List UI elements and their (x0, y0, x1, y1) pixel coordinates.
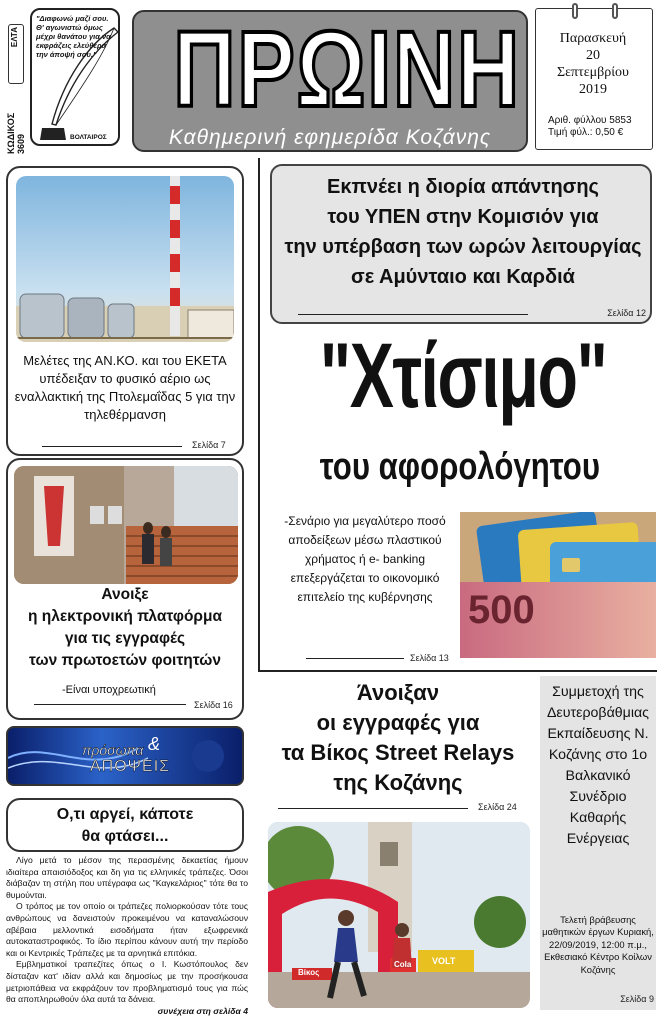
editorial-paragraph: Ο τρόπος με τον οποίο οι τράπεζες πολιορκούσαν τότε τους ανθρώπους να δανειστούν προκειμένου να καταναλώσουν αβέβαια μελλοντικά εισοδήματα ήταν εξωφρενικά αυτοκαταστροφικός. Το ίδιο περίπου κάνουν αυτή την περίοδο και οι Κεντρικές Τράπεζες με τα αρνητικά επιτόκια. (6, 901, 248, 958)
voltaire-quote: "Διαφωνώ μαζί σου. Θ' αγωνιστώ όμως μέχρι θανάτου για να εκφράζεις ελεύθερα την άποψή σου." (36, 14, 111, 59)
story-student-platform[interactable] (6, 458, 244, 720)
editorial-paragraph: Εμβληματικοί τραπεζίτες όπως ο Ι. Κωστόπουλος δεν δίσταζαν κατ' ιδίαν αλλά και δημοσίως με την προσήκουσα μετριοπάθεια να εκφράζουν τον προβληματισμό τους για πώς θα αποπληρωθούν όλα αυτά τα δάνεια. (6, 959, 248, 1005)
university-illustration (14, 466, 238, 584)
chimney-illustration (16, 176, 234, 342)
headline-line: την υπέρβαση των ωρών λειτουργίας (284, 236, 642, 258)
issue-price: Τιμή φύλ.: 0,50 € (548, 127, 624, 138)
headline-line: Ανοιξε (101, 586, 149, 603)
editorial-title (8, 804, 242, 848)
issue-weekday: Παρασκευή (559, 31, 627, 46)
sign-cola: Cola (394, 960, 412, 969)
quote-box (30, 8, 120, 146)
lead-subtitle-text: του αφορολόγητου (319, 446, 601, 488)
newspaper-title: ΠΡΩΙΝΗ (173, 8, 521, 129)
editorial-paragraph: Λίγο μετά το μέσον της περασμένης δεκαετίας ήμουν ιδιαίτερα απαισιόδοξος και δη για τις ελληνικές τράπεζες. Όσοι διάβαζαν τη στήλη που υπέγραφα ως "Καγκελάριος" τότε θα το θυμούνται. (6, 855, 248, 900)
headline-line: για τις εγγραφές (64, 630, 186, 647)
headline-line: σε Αμύνταιο και Καρδιά (351, 266, 575, 288)
headline-line: της Κοζάνης (333, 770, 463, 795)
issue-date (536, 47, 650, 98)
row-divider (258, 670, 657, 672)
story-platform-headline (12, 584, 238, 672)
elta-label: ΕΛΤΑ (10, 27, 19, 48)
headline-line: Εκπνέει η διορία απάντησης (327, 176, 599, 198)
headline-line: Άνοιξαν (356, 680, 440, 705)
story-gas-text: Μελέτες της ΑΝ.ΚΟ. και του ΕΚΕΤΑ υπέδειξαν το φυσικό αέριο ως εναλλακτική της Πτολεμαΐδας 5 για την τηλεθέρμανση (14, 353, 236, 422)
lead-page: Σελίδα 13 (410, 653, 449, 663)
issue-number: Αριθ. φύλλου 5853 (548, 115, 632, 126)
sidebar-headline: Συμμετοχή της Δευτεροβάθμιας Εκπαίδευσης Ν. Κοζάνης στο 1ο Βαλκανικό Συνέδριο Καθαρής Ενέργειας (546, 684, 650, 847)
editorial-title-line: Ο,τι αργεί, κάποτε (56, 806, 194, 823)
headline-line: τα Βίκος Street Relays (281, 740, 515, 765)
headline-line: οι εγγραφές για (316, 710, 480, 735)
sign-volt: VOLT (432, 956, 456, 966)
story-platform-sub: -Είναι υποχρεωτική (62, 684, 156, 696)
page-ref-line (42, 446, 182, 447)
lead-title-text: "Χτίσιμο" (319, 325, 607, 427)
headline-line: των πρωτοετών φοιτητών (29, 652, 221, 669)
banner-ampersand: & (148, 734, 161, 754)
opinions-banner[interactable] (6, 726, 244, 786)
elta-stamp (8, 24, 24, 84)
page-ref-line (298, 314, 528, 315)
sidebar-page: Σελίδα 9 (620, 994, 654, 1004)
newspaper-tagline: Καθημερινή εφημερίδα Κοζάνης (168, 126, 492, 149)
story-ypen-commission[interactable] (270, 164, 652, 324)
lead-subtitle (264, 446, 656, 489)
story-ypen-page: Σελίδα 12 (607, 308, 646, 318)
editorial-title-line: θα φτάσει... (81, 828, 169, 845)
page-ref-line (34, 704, 186, 705)
relay-illustration (268, 822, 530, 1008)
banner-line2: ΑΠΟΨΕΙΣ (90, 758, 171, 775)
story-ypen-headline (276, 172, 650, 292)
relay-race-photo (268, 822, 530, 1008)
story-platform-page: Σελίδα 16 (194, 700, 233, 710)
chimney-photo (16, 176, 234, 342)
page-ref-line (306, 658, 404, 659)
issue-date-day: 20 (586, 48, 600, 63)
story-gas-page: Σελίδα 7 (192, 440, 226, 450)
banner-line1: πρόσωπα (82, 742, 144, 758)
story-clean-energy-conference[interactable] (540, 676, 656, 1010)
headline-line: η ηλεκτρονική πλατφόρμα (27, 608, 223, 625)
issue-date-year: 2019 (579, 82, 607, 97)
postal-stamp (4, 4, 30, 154)
university-photo (14, 466, 238, 584)
story-relays-page: Σελίδα 24 (478, 802, 517, 812)
calendar-ring (612, 3, 618, 19)
editorial-title-box[interactable] (6, 798, 244, 852)
page-ref-line (278, 808, 468, 809)
issue-date-month: Σεπτεμβρίου (557, 65, 629, 80)
postal-code: ΚΩΔΙΚΟΣ 3609 (6, 112, 26, 154)
issue-info (548, 115, 632, 139)
column-divider (258, 158, 260, 670)
cards-banknote-photo (460, 512, 656, 658)
editorial-body (6, 855, 248, 1017)
date-calendar (535, 8, 653, 150)
quote-author: ΒΟΛΤΑΙΡΟΣ (70, 134, 107, 141)
headline-line: του ΥΠΕΝ στην Κομισιόν για (327, 206, 599, 228)
story-gas-heating[interactable] (6, 166, 244, 456)
story-relays-headline (268, 678, 528, 798)
sidebar-note: Τελετή βράβευσης μαθητικών έργων Κυριακή, 22/09/2019, 12:00 π.μ., Εκθεσιακό Κέντρο Κοίλων Κοζάνης (542, 914, 654, 975)
masthead-title-box (132, 10, 528, 152)
calendar-ring (572, 3, 578, 19)
cards-illustration (460, 512, 656, 658)
editorial-continued-link[interactable]: συνέχεια στη σελίδα 4 (157, 1005, 248, 1016)
sign-bikos: Βίκος (298, 968, 320, 977)
lead-title[interactable] (264, 326, 656, 426)
lead-text: -Σενάριο για μεγαλύτερο ποσό αποδείξεων μέσω πλαστικού χρήματος ή e- banking επεξεργάζεται το οικονομικό επιτελείο της κυβέρνησης (284, 514, 446, 604)
banknote-500: 500 (468, 588, 535, 632)
